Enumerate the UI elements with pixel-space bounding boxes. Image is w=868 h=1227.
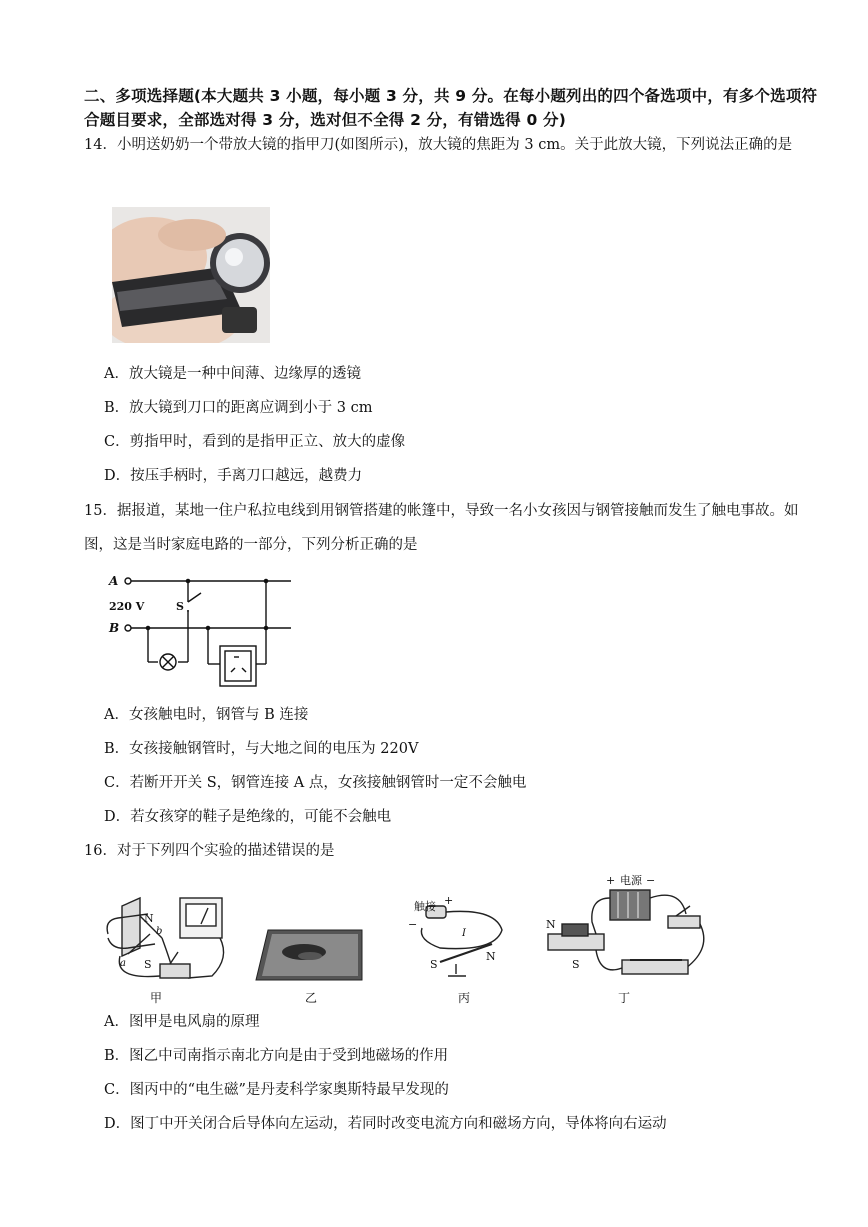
q15-option-b: B．女孩接触钢管时，与大地之间的电压为 220V	[104, 741, 419, 757]
q16-stem: 16．对于下列四个实验的描述错误的是	[84, 843, 335, 859]
q16-ding-plus: +	[606, 874, 616, 887]
q15-option-a: A．女孩触电时，钢管与 B 连接	[104, 707, 309, 723]
q16-option-c: C．图丙中的“电生磁”是丹麦科学家奥斯特最早发现的	[104, 1082, 449, 1098]
q16-fig-yi	[256, 930, 362, 980]
section-heading: 二、多项选择题(本大题共 3 小题，每小题 3 分，共 9 分。在每小题列出的四个备选项中，有多个选项符合题目要求，全部选对得 3 分，选对但不全得 2 分，有错选得 0 分)	[84, 87, 818, 129]
q16-option-a: A．图甲是电风扇的原理	[104, 1014, 260, 1030]
q16-jia-n: N	[144, 912, 154, 925]
q14-stem: 14．小明送奶奶一个带放大镜的指甲刀(如图所示)，放大镜的焦距为 3 cm。关于此放大镜，下列说法正确的是	[84, 137, 793, 153]
q15-option-d: D．若女孩穿的鞋子是绝缘的，可能不会触电	[104, 809, 392, 825]
q16-label-bing: 丙	[458, 991, 471, 1005]
q15-stem: 15．据报道，某地一住户私拉电线到用钢管搭建的帐篷中，导致一名小女孩因与钢管接触而发生了触电事故。如图，这是当时家庭电路的一部分，下列分析正确的是	[84, 503, 799, 553]
q16-bing-n: N	[486, 950, 496, 963]
q15-label-a: A	[109, 574, 119, 588]
q16-bing-minus: −	[408, 918, 418, 931]
q16-option-d: D．图丁中开关闭合后导体向左运动，若同时改变电流方向和磁场方向，导体将向右运动	[104, 1116, 667, 1132]
q16-label-ding: 丁	[618, 991, 631, 1005]
q16-bing-s: S	[430, 958, 438, 971]
q16-label-yi: 乙	[305, 991, 318, 1005]
q16-ding-n: N	[546, 918, 556, 931]
q15-label-voltage: 220 V	[109, 600, 145, 613]
q15-circuit-diagram	[106, 572, 296, 690]
q16-label-jia: 甲	[150, 991, 163, 1005]
q16-jia-a: a	[120, 958, 126, 969]
q16-bing-current: I	[462, 928, 466, 939]
q16-bing-touch: 触接	[414, 900, 436, 913]
q16-ding-minus: −	[646, 874, 656, 887]
q15-option-c: C．若断开开关 S，钢管连接 A 点，女孩接触钢管时一定不会触电	[104, 775, 527, 791]
q15-label-b: B	[109, 621, 120, 635]
q16-option-b: B．图乙中司南指示南北方向是由于受到地磁场的作用	[104, 1048, 449, 1064]
q14-option-c: C．剪指甲时，看到的是指甲正立、放大的虚像	[104, 434, 406, 450]
q14-option-a: A．放大镜是一种中间薄、边缘厚的透镜	[104, 366, 361, 382]
q16-experiments-figure	[100, 868, 720, 1008]
q14-nail-clipper-photo	[112, 207, 270, 343]
q16-ding-power: 电源	[620, 874, 642, 887]
q16-ding-s: S	[572, 958, 580, 971]
q14-option-b: B．放大镜到刀口的距离应调到小于 3 cm	[104, 400, 373, 416]
q14-option-d: D．按压手柄时，手离刀口越远，越费力	[104, 468, 363, 484]
q16-jia-s: S	[144, 958, 152, 971]
q15-label-switch: S	[176, 600, 184, 613]
q16-bing-plus: +	[444, 894, 454, 907]
q16-jia-b: b	[156, 926, 163, 937]
